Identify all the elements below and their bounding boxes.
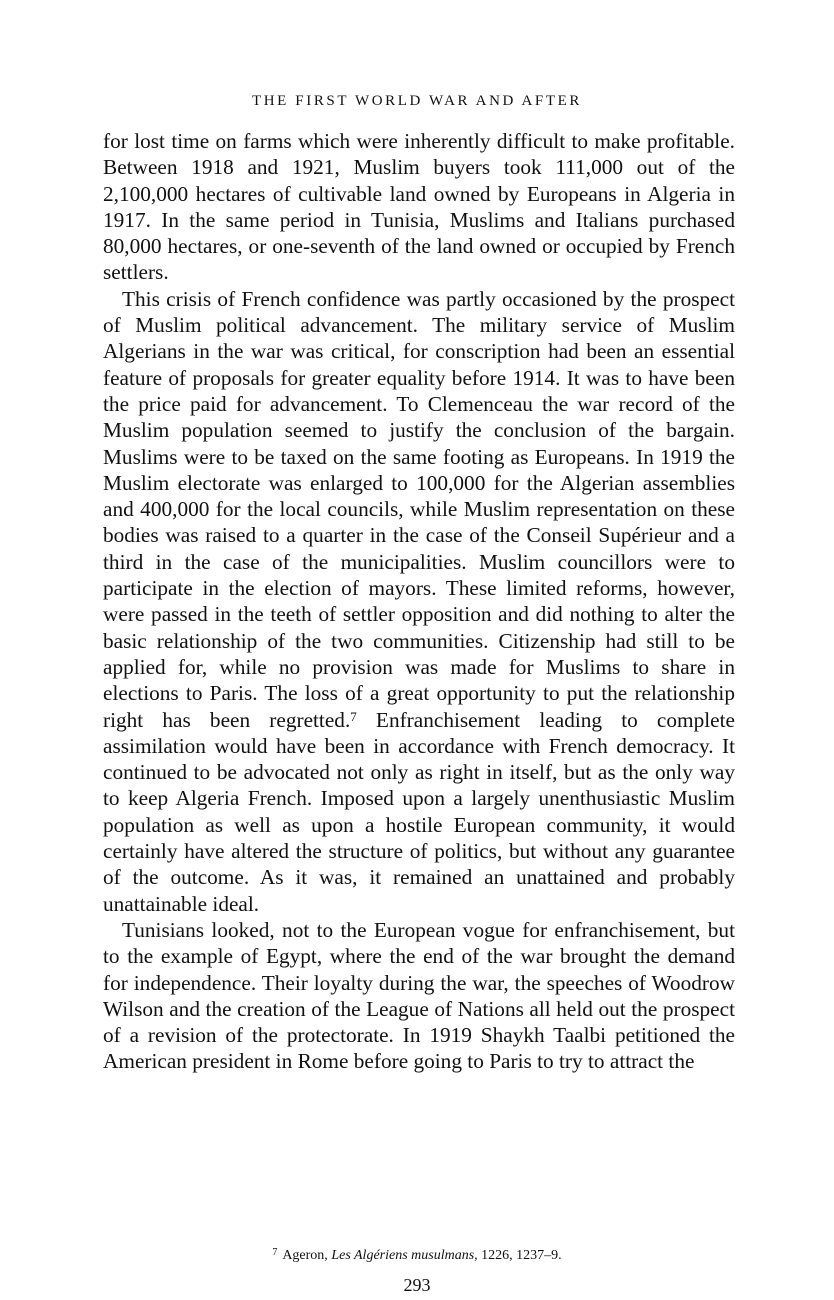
- footnote-reference: 7: [350, 708, 357, 724]
- paragraph-2-text-a: This crisis of French confidence was partly occasioned by the prospect of Muslim political advancement. The military service of Muslim Algerians in the war was critical, for conscription had been an essential feature of proposals for greater equality before 1914. It was to have been the price paid for advancement. To Clemenceau the war record of the Muslim population seemed to justify the conclusion of the bargain. Muslims were to be taxed on the same footing as Europeans. In 1919 the Muslim electorate was enlarged to 100,000 for the Algerian assemblies and 400,000 for the local councils, while Muslim representation on these bodies was raised to a quarter in the case of the Conseil Supérieur and a third in the case of the municipalities. Muslim councillors were to participate in the election of mayors. These limited reforms, however, were passed in the teeth of settler opposition and did nothing to alter the basic relationship of the two communities. Citizenship had still to be applied for, while no provision was made for Muslims to share in elections to Paris. The loss of a great opportunity to put the relationship right has been regretted.: [103, 286, 735, 732]
- running-head: THE FIRST WORLD WAR AND AFTER: [251, 93, 582, 109]
- footnote: [0, 1247, 834, 1264]
- page-number: 293: [403, 1275, 431, 1295]
- paragraph-3: Tunisians looked, not to the European vogue for enfranchisement, but to the example of Egypt, where the end of the war brought the demand for independence. Their loyalty during the war, the speeches of Woodrow Wilson and the creation of the League of Nations all held out the prospect of a revision of the protectorate. In 1919 Shaykh Taalbi petitioned the American president in Rome before going to Paris to try to attract the: [103, 917, 735, 1074]
- paragraph-2-text-b: Enfranchisement leading to complete assimilation would have been in accordance with French democracy. It continued to be advocated not only as right in itself, but as the only way to keep Algeria French. Imposed upon a largely unenthusiastic Muslim population as well as upon a hostile European community, it would certainly have altered the structure of politics, but without any guarantee of the outcome. As it was, it remained an unattained and probably unattainable ideal.: [103, 707, 735, 916]
- footnote-title: Les Algériens musulmans,: [331, 1248, 478, 1263]
- footnote-author: Ageron,: [282, 1248, 328, 1263]
- body-text: [103, 128, 735, 1075]
- paragraph-1: for lost time on farms which were inherently difficult to make profitable. Between 1918 and 1921, Muslim buyers took 111,000 out of the 2,100,000 hectares of cultivable land owned by Europeans in Algeria in 1917. In the same period in Tunisia, Muslims and Italians purchased 80,000 hectares, or one-seventh of the land owned or occupied by French settlers.: [103, 129, 735, 285]
- footnote-pages: 1226, 1237–9.: [481, 1248, 562, 1263]
- paragraph-2: [103, 286, 735, 917]
- footnote-number: 7: [272, 1247, 278, 1258]
